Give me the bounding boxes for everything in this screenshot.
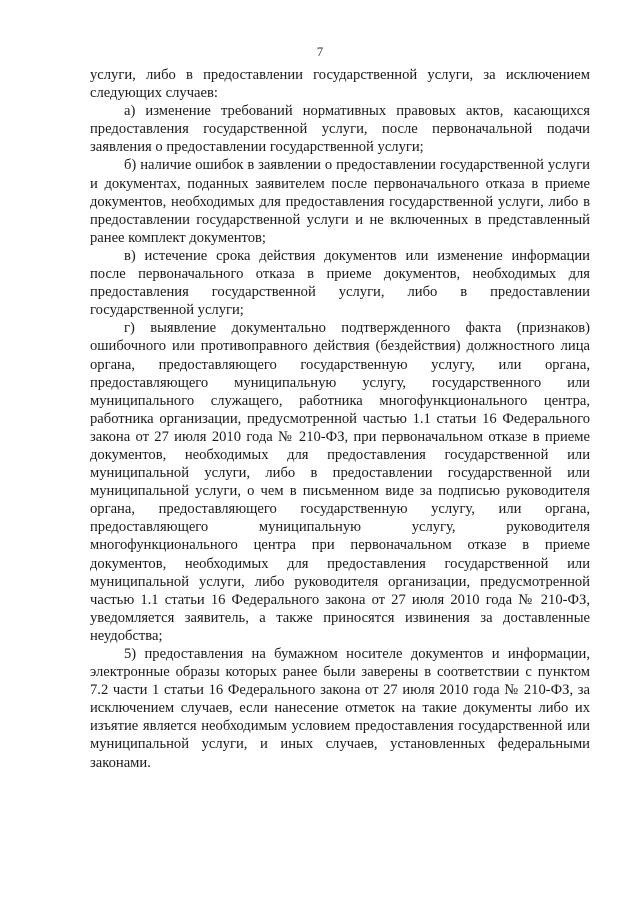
paragraph-item-a: а) изменение требований нормативных правовых актов, касающихся предоставления государственной услуги, после первоначальной подачи заявления о предоставлении государственной услуги; [90, 103, 590, 156]
page-number: 7 [316, 44, 324, 59]
paragraph-item-b: б) наличие ошибок в заявлении о предоставлении государственной услуги и документах, поданных заявителем после первоначального отказа в приеме документов, необходимых для предоставления государственной услуги, либо в предоставлении государственной услуги и не включенных в представленный ранее комплект документов; [90, 157, 590, 246]
paragraph-item-v: в) истечение срока действия документов или изменение информации после первоначального отказа в приеме документов, необходимых для предоставления государственной услуги, либо в предоставлении государственной услуги; [90, 247, 590, 319]
document-body [90, 66, 590, 772]
paragraph-item-5: 5) предоставления на бумажном носителе документов и информации, электронные образы которых ранее были заверены в соответствии с пунктом 7.2 части 1 статьи 16 Федерального закона от 27 июля 2010 года № 210-ФЗ, за исключением случаев, если нанесение отметок на такие документы либо их изъятие является необходимым условием предоставления государственной или муниципальной услуги, и иных случаев, установленных федеральными законами. [90, 646, 590, 771]
paragraph-item-g: г) выявление документально подтвержденного факта (признаков) ошибочного или противоправного действия (бездействия) должностного лица органа, предоставляющего государственную услугу, или органа, предоставляющего муниципальную услугу, государственного или муниципального служащего, работника многофункционального центра, работника организации, предусмотренной частью 1.1 статьи 16 Федерального закона от 27 июля 2010 года № 210-ФЗ, при первоначальном отказе в приеме документов, необходимых для предоставления государственной или муниципальной услуги, либо в предоставлении государственной или муниципальной услуги, о чем в письменном виде за подписью руководителя органа, предоставляющего государственную услугу, или органа, предоставляющего муниципальную услугу, руководителя многофункционального центра при первоначальном отказе в приеме документов, необходимых для предоставления государственной или муниципальной услуги, либо руководителя организации, предусмотренной частью 1.1 статьи 16 Федерального закона от 27 июля 2010 года № 210-ФЗ, уведомляется заявитель, а также приносятся извинения за доставленные неудобства; [90, 320, 590, 644]
paragraph-continuation: услуги, либо в предоставлении государственной услуги, за исключением следующих случаев: [90, 67, 590, 102]
